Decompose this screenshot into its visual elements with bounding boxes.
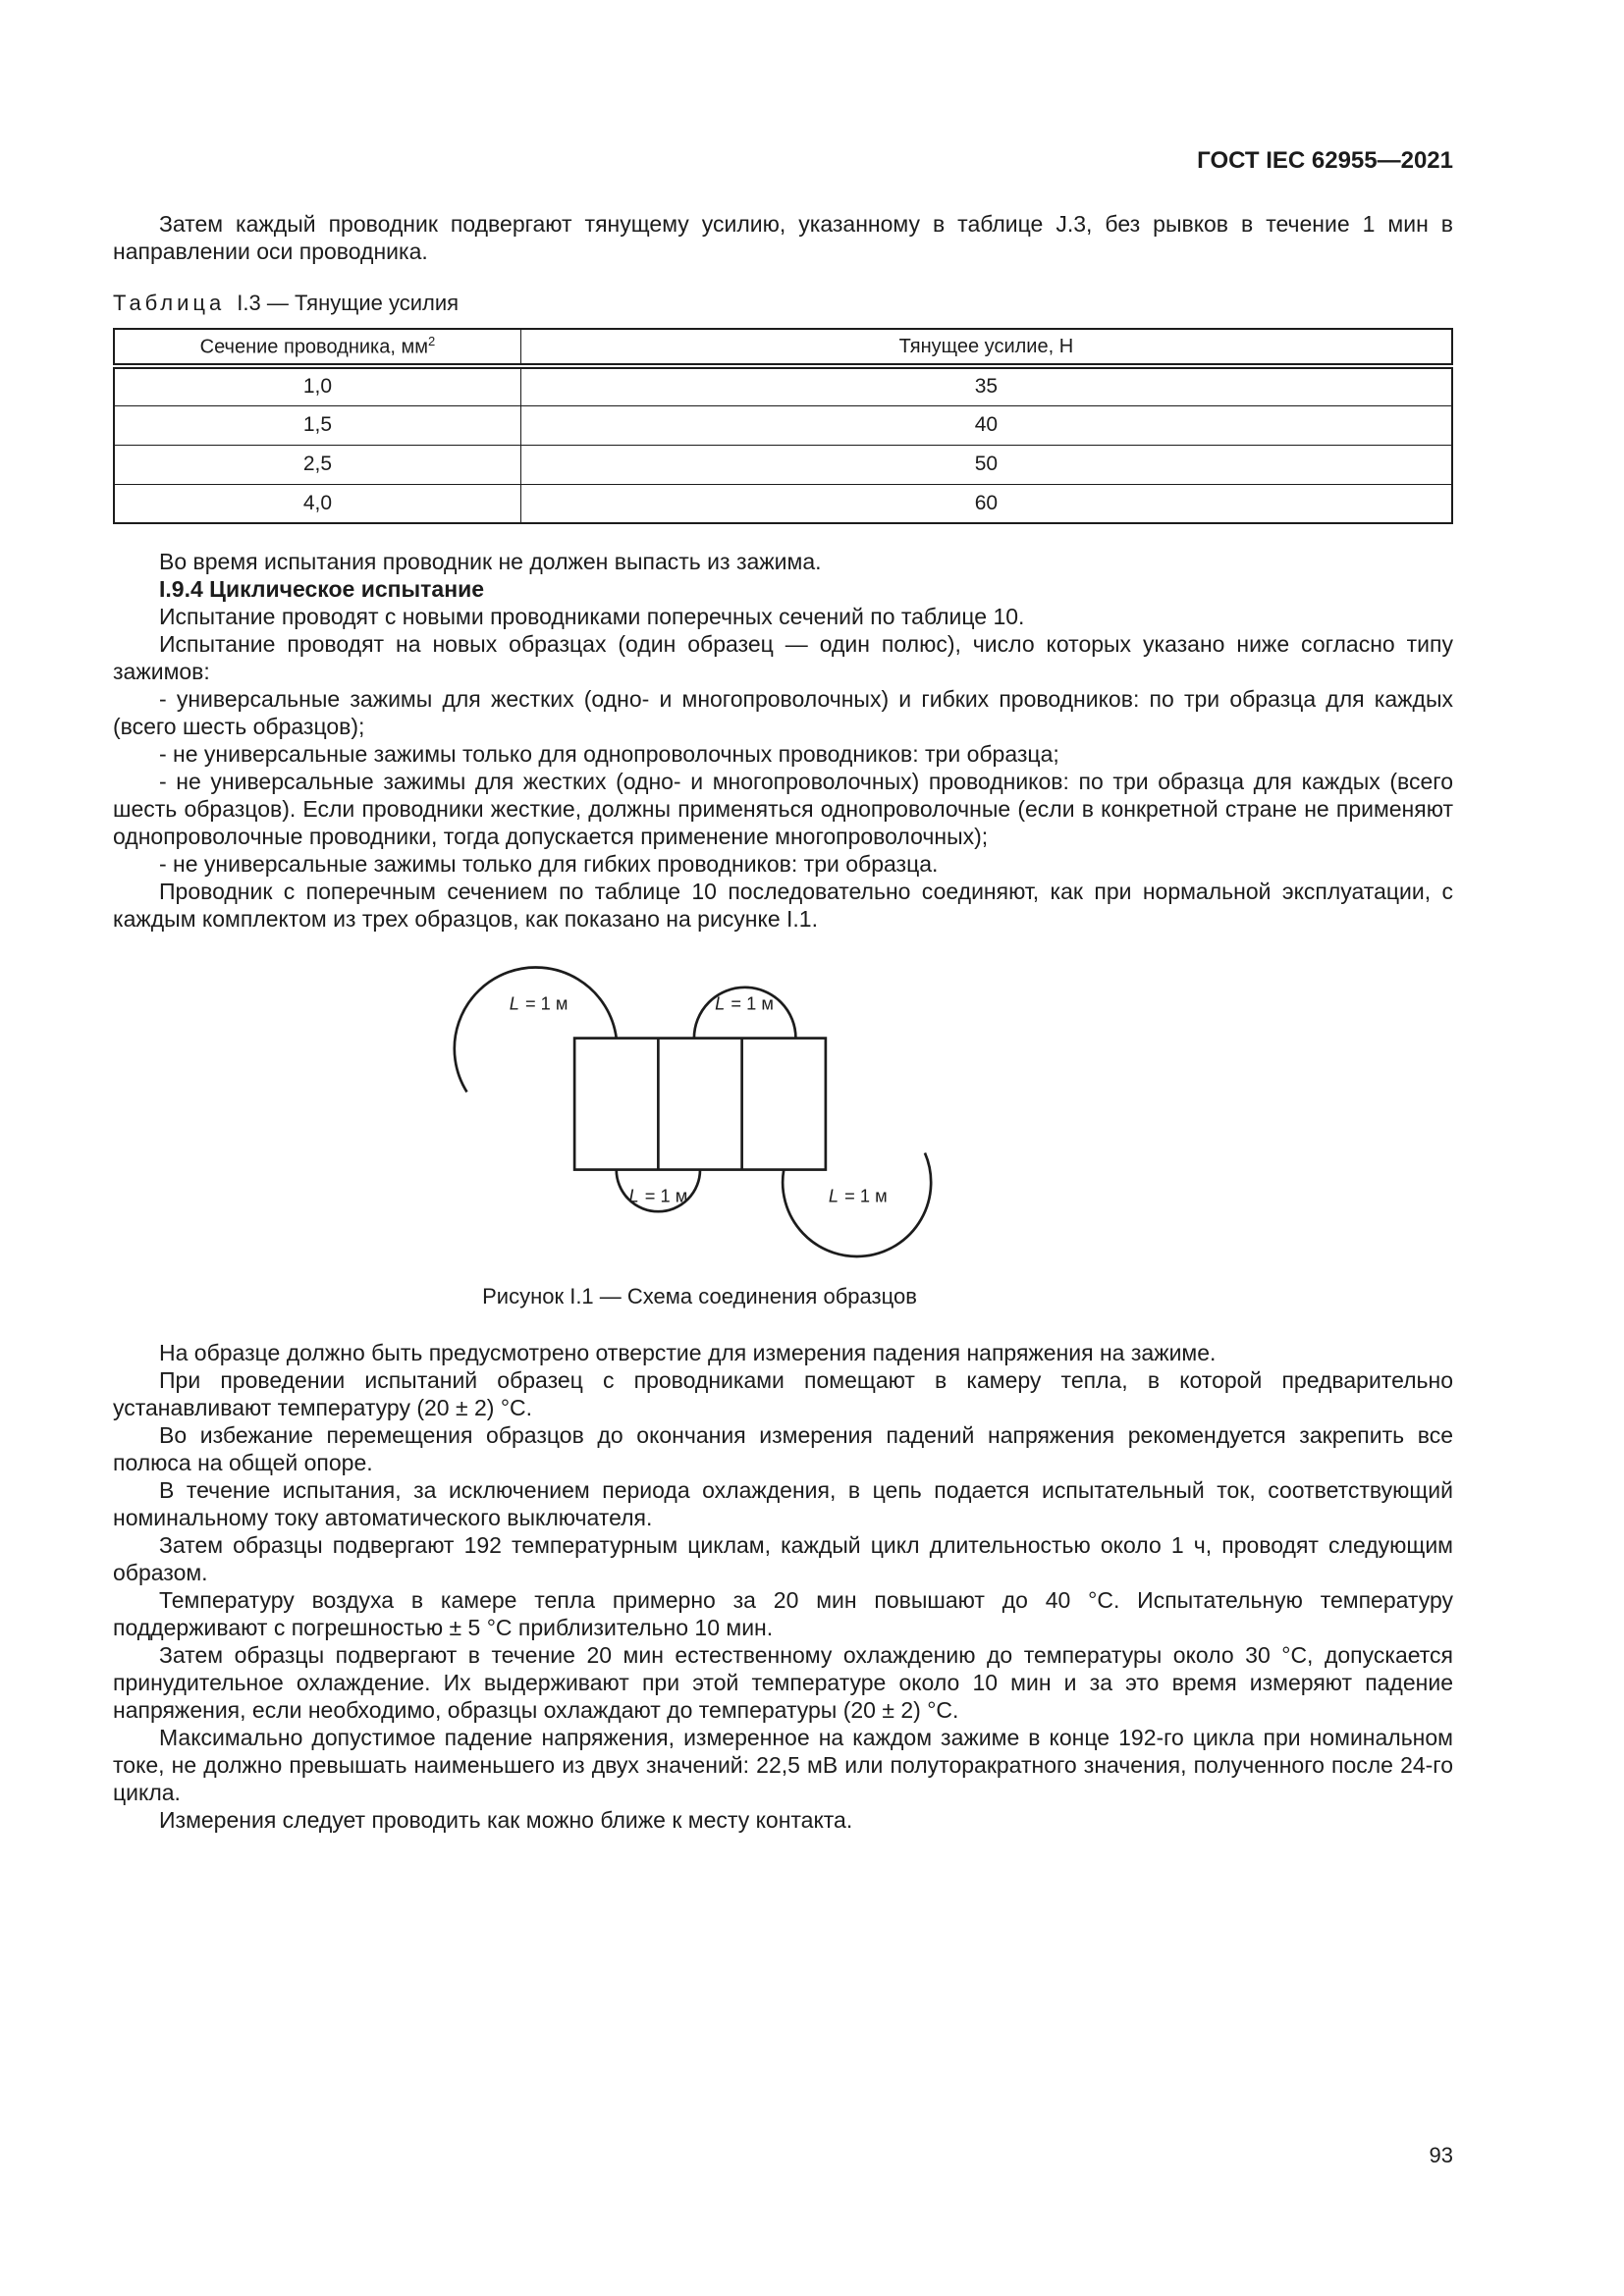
paragraph: При проведении испытаний образец с проводниками помещают в камеру тепла, в которой предварительно устанавливают температуру (20 ± 2) °С. xyxy=(113,1367,1453,1420)
cell-cross-section: 1,5 xyxy=(114,405,520,445)
column-header-cross-section-label: Сечение проводника, мм xyxy=(199,336,428,358)
paragraph: Во избежание перемещения образцов до окончания измерения падений напряжения рекомендуется закрепить все полюса на общей опоре. xyxy=(113,1422,1453,1475)
table-caption-word: Таблица xyxy=(113,291,226,315)
page-number: 93 xyxy=(1429,2143,1453,2167)
table-row xyxy=(114,484,1452,523)
paragraph: Испытание проводят на новых образцах (один образец — один полюс), число которых указано ниже согласно типу зажимов: xyxy=(113,631,1453,684)
document-title-header: ГОСТ IEC 62955—2021 xyxy=(1197,147,1453,174)
paragraph: Во время испытания проводник не должен выпасть из зажима. xyxy=(159,549,822,574)
paragraph: Максимально допустимое падение напряжения, измеренное на каждом зажиме в конце 192-го цикла при номинальном токе, не должно превышать наименьшего из двух значений: 22,5 мВ или полуторакратного значения, полученного после 24-го цикла. xyxy=(113,1725,1453,1805)
list-item: - не универсальные зажимы только для однопроволочных проводников: три образца; xyxy=(159,741,1059,767)
table-caption-number: I.3 — Тянущие усилия xyxy=(237,291,460,315)
list-item: - не универсальные зажимы для жестких (одно- и многопроволочных) проводников: по три образца для каждых (всего шесть образцов). Если проводники жесткие, должны применяться однопроволочные (если в конкретной стране не применяют однопроволочные проводники, тогда допускается применение многопроволочных); xyxy=(113,769,1453,849)
paragraph: В течение испытания, за исключением периода охлаждения, в цепь подается испытательный ток, соответствующий номинальному току автоматического выключателя. xyxy=(113,1477,1453,1530)
pulling-forces-table xyxy=(113,328,1453,524)
table-header-row xyxy=(114,329,1452,366)
paragraph-pulling-force-intro: Затем каждый проводник подвергают тянущему усилию, указанному в таблице J.3, без рывков в течение 1 мин в направлении оси проводника. xyxy=(113,211,1453,264)
loop-length-label: L = 1 м xyxy=(628,1185,687,1206)
loop-length-label: L = 1 м xyxy=(714,992,774,1014)
paragraph: Измерения следует проводить как можно ближе к месту контакта. xyxy=(159,1807,853,1833)
paragraph: Затем образцы подвергают 192 температурным циклам, каждый цикл длительностью около 1 ч, проводят следующим образом. xyxy=(113,1532,1453,1585)
list-item: - не универсальные зажимы только для гибких проводников: три образца. xyxy=(159,851,939,877)
table-caption xyxy=(113,291,1453,316)
figure-caption: Рисунок I.1 — Схема соединения образцов xyxy=(482,1284,917,1308)
list-item: - универсальные зажимы для жестких (одно- и многопроволочных) и гибких проводников: по три образца для каждых (всего шесть образцов); xyxy=(113,686,1453,739)
cell-pulling-force: 60 xyxy=(520,484,1452,523)
paragraph: Испытание проводят с новыми проводниками поперечных сечений по таблице 10. xyxy=(159,604,1025,629)
table-row xyxy=(114,445,1452,484)
cell-cross-section: 4,0 xyxy=(114,484,520,523)
cell-cross-section: 2,5 xyxy=(114,445,520,484)
column-header-cross-section-sup: 2 xyxy=(427,334,436,349)
paragraph: На образце должно быть предусмотрено отверстие для измерения падения напряжения на зажиме. xyxy=(159,1340,1217,1365)
cell-pulling-force: 50 xyxy=(520,445,1452,484)
table-row xyxy=(114,366,1452,405)
paragraph: Затем образцы подвергают в течение 20 мин естественному охлаждению до температуры около 30 °С, допускается принудительное охлаждение. Их выдерживают при этой температуре около 10 мин и за это время измеряют падение напряжения, если необходимо, образцы охлаждают до температуры (20 ± 2) °С. xyxy=(113,1642,1453,1723)
column-header-cross-section xyxy=(114,329,520,366)
specimen-boxes-outline xyxy=(574,1039,826,1170)
cell-pulling-force: 35 xyxy=(520,366,1452,405)
conductor-loop-top-left xyxy=(454,968,616,1093)
specimen-connection-diagram xyxy=(443,958,957,1265)
paragraph: Проводник с поперечным сечением по таблице 10 последовательно соединяют, как при нормальной эксплуатации, с каждым комплектом из трех образцов, как показано на рисунке I.1. xyxy=(113,879,1453,932)
paragraph: Температуру воздуха в камере тепла примерно за 20 мин повышают до 40 °С. Испытательную температуру поддерживают с погрешностью ± 5 °С приблизительно 10 мин. xyxy=(113,1587,1453,1640)
table-row xyxy=(114,405,1452,445)
cell-pulling-force: 40 xyxy=(520,405,1452,445)
loop-length-label: L = 1 м xyxy=(509,992,568,1014)
figure-container xyxy=(29,958,1370,1309)
column-header-pulling-force: Тянущее усилие, Н xyxy=(520,329,1452,366)
cell-cross-section: 1,0 xyxy=(114,366,520,405)
loop-length-label: L = 1 м xyxy=(828,1185,888,1206)
section-heading: I.9.4 Циклическое испытание xyxy=(159,576,485,602)
